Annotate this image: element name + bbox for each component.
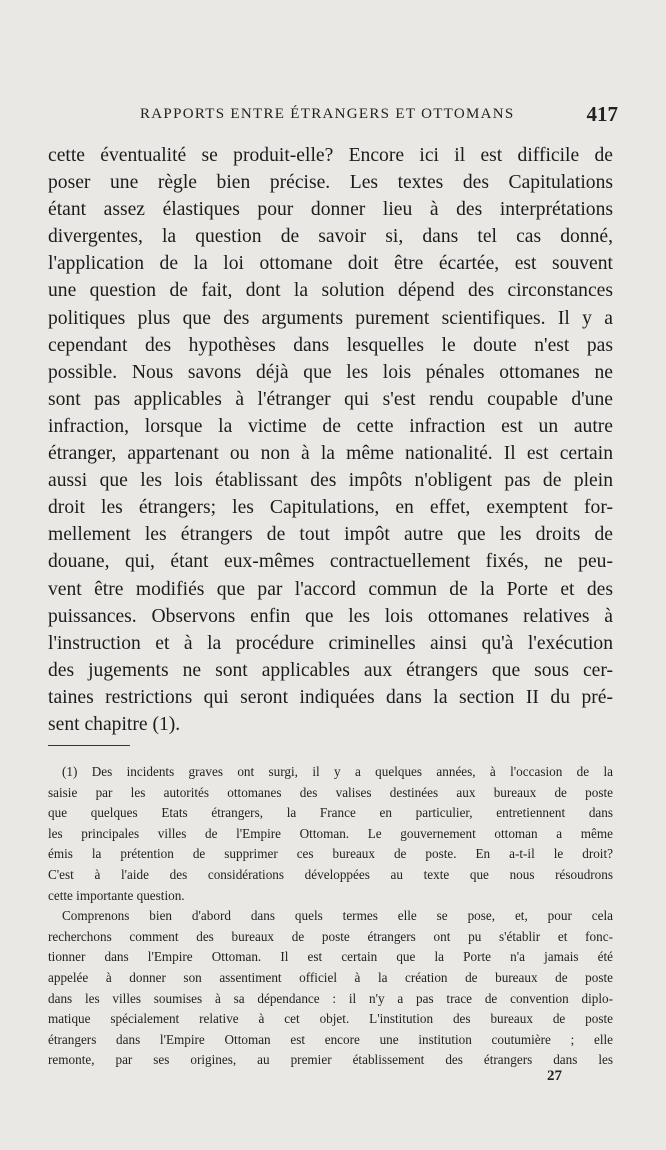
- footnote-line: les principales villes de l'Empire Ottoman. Le gouvernement ottoman a même: [48, 825, 613, 841]
- footnote-line: émis la prétention de supprimer ces bureaux de poste. En a-t-il le droit?: [48, 846, 613, 862]
- text-line: l'application de la loi ottomane doit être écartée, est souvent: [48, 253, 613, 275]
- text-line: étant assez élastiques pour donner lieu à des interprétations: [48, 199, 613, 221]
- text-line: divergentes, la question de savoir si, dans tel cas donné,: [48, 226, 613, 248]
- footnote-line: tionner dans l'Empire Ottoman. Il est certain que la Porte n'a jamais été: [48, 949, 613, 965]
- text-line: étranger, appartenant ou non à la même nationalité. Il est certain: [48, 443, 613, 465]
- footnotes: [48, 762, 613, 1071]
- text-line: des jugements ne sont applicables aux étrangers que sous cer-: [48, 659, 613, 681]
- footnote-line: Comprenons bien d'abord dans quels termes elle se pose, et, pour cela: [62, 908, 613, 924]
- footnote-line: remonte, par ses origines, au premier établissement des étrangers dans les: [48, 1052, 613, 1068]
- text-line: taines restrictions qui seront indiquées dans la section II du pré-: [48, 686, 613, 708]
- text-line: cependant des hypothèses dans lesquelles le doute n'est pas: [48, 334, 613, 356]
- text-line: aussi que les lois établissant des impôts n'obligent pas de plein: [48, 470, 613, 492]
- footnote-line: dans les villes soumises à sa dépendance : il n'y a pas trace de convention diplo-: [48, 990, 613, 1006]
- text-line: vent être modifiés que par l'accord commun de la Porte et des: [48, 578, 613, 600]
- footnote-line: C'est à l'aide des considérations développées au texte que nous résoudrons: [48, 866, 613, 882]
- footnote-line: appelée à donner son assentiment officiel à la création de bureaux de poste: [48, 969, 613, 985]
- text-line: douane, qui, étant eux-mêmes contractuellement fixés, ne peu-: [48, 551, 613, 573]
- text-line: droit les étrangers; les Capitulations, en effet, exemptent for-: [48, 497, 613, 519]
- text-line: cette éventualité se produit-elle? Encore ici il est difficile de: [48, 145, 613, 166]
- text-line: poser une règle bien précise. Les textes des Capitulations: [48, 172, 613, 194]
- main-text: [48, 142, 613, 738]
- text-line: l'instruction et à la procédure criminelles ainsi qu'à l'exécution: [48, 632, 613, 654]
- footnote-line: saisie par les autorités ottomanes des valises destinées aux bureaux de poste: [48, 784, 613, 800]
- footnote-line: que quelques Etats étrangers, la France en particulier, entretiennent dans: [48, 805, 613, 821]
- text-line: puissances. Observons enfin que les lois ottomanes relatives à: [48, 605, 613, 627]
- text-line: infraction, lorsque la victime de cette infraction est un autre: [48, 415, 613, 437]
- footnote-line: (1) Des incidents graves ont surgi, il y a quelques années, à l'occasion de la: [62, 764, 613, 779]
- signature-mark: 27: [547, 1068, 562, 1084]
- text-line: possible. Nous savons déjà que les lois pénales ottomanes ne: [48, 361, 613, 383]
- text-line: sont pas applicables à l'étranger qui s'est rendu coupable d'une: [48, 388, 613, 410]
- running-title: RAPPORTS ENTRE ÉTRANGERS ET OTTOMANS: [140, 106, 515, 122]
- page-number: 417: [586, 102, 618, 126]
- text-line: politiques plus que des arguments purement scientifiques. Il y a: [48, 307, 613, 329]
- running-head: [48, 100, 618, 126]
- footnote-line: étrangers dans l'Empire Ottoman est encore une institution coutumière ; elle: [48, 1031, 613, 1047]
- footnote-line: recherchons comment des bureaux de poste étrangers ont pu s'établir et fonc-: [48, 928, 613, 944]
- footnote-line: matique spécialement relative à cet objet. L'institution des bureaux de poste: [48, 1011, 613, 1027]
- text-line: sent chapitre (1).: [48, 713, 181, 735]
- text-line: mellement les étrangers de tout impôt autre que les droits de: [48, 524, 613, 546]
- footnote-line: cette importante question.: [48, 887, 185, 903]
- text-line: une question de fait, dont la solution dépend des circonstances: [48, 280, 613, 302]
- footnote-separator: [48, 745, 130, 746]
